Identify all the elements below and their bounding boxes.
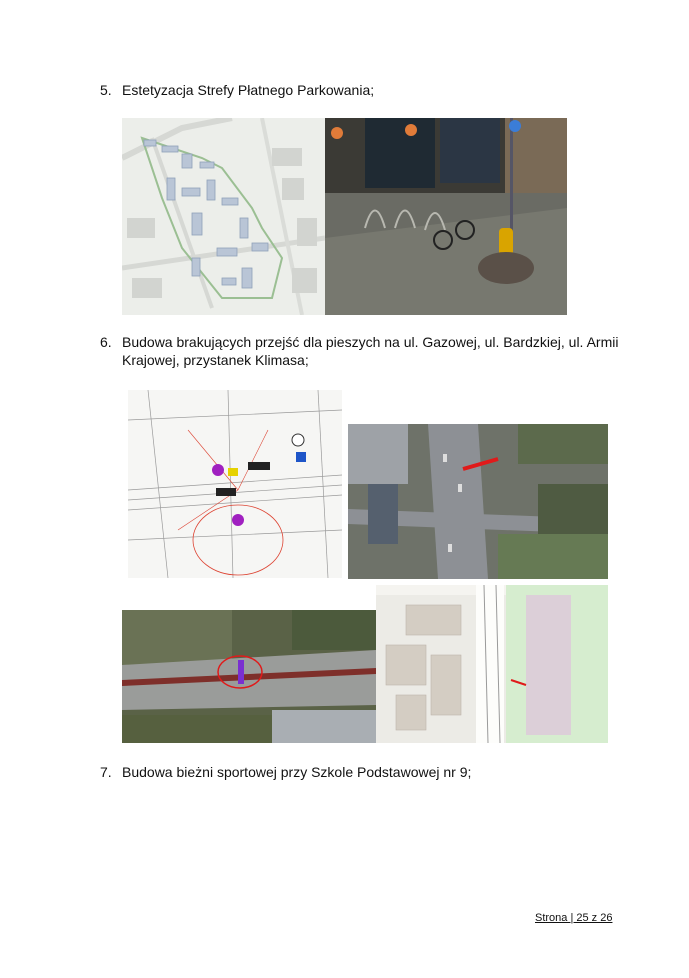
item-text: Budowa bieżni sportowej przy Szkole Podstawowej nr 9; <box>122 764 472 780</box>
item-number: 6. <box>100 334 112 350</box>
page-footer: Strona | 25 z 26 <box>535 912 613 924</box>
aerial-intersection-photo <box>348 424 608 579</box>
parking-zone-map <box>122 118 325 315</box>
list-item-5 <box>100 81 374 99</box>
aerial-tram-stop-photo <box>122 610 376 743</box>
list-item-7 <box>100 763 471 781</box>
list-item-6 <box>100 333 620 369</box>
crosswalk-technical-drawing <box>128 390 342 578</box>
street-bike-rack-photo <box>325 118 567 315</box>
tram-stop-street-map <box>376 585 608 743</box>
item-text: Estetyzacja Strefy Płatnego Parkowania; <box>122 82 375 98</box>
item-number: 7. <box>100 764 112 780</box>
item-number: 5. <box>100 82 112 98</box>
item-text: Budowa brakujących przejść dla pieszych na ul. Gazowej, ul. Bardzkiej, ul. Armii Krajowej, przystanek Klimasa; <box>122 334 619 368</box>
